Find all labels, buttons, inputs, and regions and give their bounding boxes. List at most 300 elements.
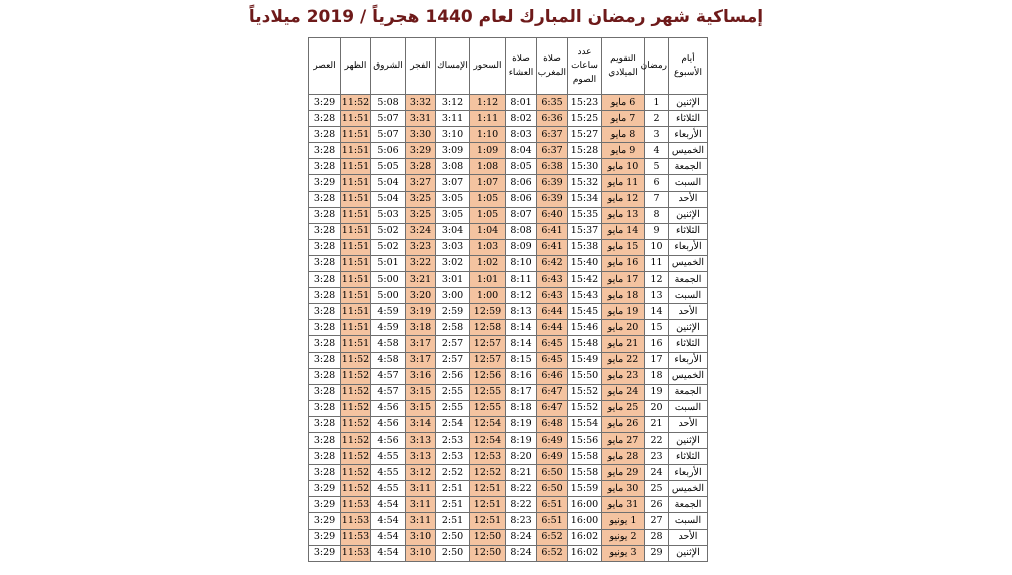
cell-gregorian-date: 30 مايو: [602, 481, 645, 497]
cell-imsak: 3:03: [436, 239, 470, 255]
cell-fasting-hours: 15:42: [568, 272, 602, 288]
cell-ramadan: 3: [645, 127, 669, 143]
cell-asr: 3:28: [309, 352, 341, 368]
cell-dhuhr: 11:51: [341, 336, 371, 352]
cell-shurooq: 4:55: [371, 449, 406, 465]
table-row: [309, 272, 708, 288]
cell-isha: 8:16: [506, 368, 537, 384]
cell-dhuhr: 11:51: [341, 239, 371, 255]
cell-day: الثلاثاء: [669, 111, 708, 127]
table-row: [309, 304, 708, 320]
table-row: [309, 352, 708, 368]
cell-fasting-hours: 15:54: [568, 416, 602, 432]
cell-fasting-hours: 15:23: [568, 95, 602, 111]
cell-asr: 3:28: [309, 368, 341, 384]
cell-imsak: 2:55: [436, 400, 470, 416]
cell-fajr: 3:10: [406, 529, 436, 545]
cell-imsak: 2:58: [436, 320, 470, 336]
header-row: [309, 38, 708, 95]
cell-fajr: 3:15: [406, 384, 436, 400]
table-row: [309, 497, 708, 513]
cell-asr: 3:28: [309, 239, 341, 255]
cell-isha: 8:11: [506, 272, 537, 288]
cell-day: الخميس: [669, 255, 708, 271]
cell-fasting-hours: 16:02: [568, 529, 602, 545]
cell-isha: 8:02: [506, 111, 537, 127]
cell-shurooq: 4:57: [371, 384, 406, 400]
cell-maghrib: 6:51: [537, 513, 568, 529]
cell-day: السبت: [669, 288, 708, 304]
cell-dhuhr: 11:51: [341, 272, 371, 288]
cell-asr: 3:28: [309, 159, 341, 175]
cell-maghrib: 6:38: [537, 159, 568, 175]
cell-dhuhr: 11:51: [341, 320, 371, 336]
cell-asr: 3:28: [309, 449, 341, 465]
table-row: [309, 239, 708, 255]
cell-maghrib: 6:40: [537, 207, 568, 223]
cell-ramadan: 23: [645, 449, 669, 465]
cell-asr: 3:28: [309, 272, 341, 288]
cell-asr: 3:29: [309, 175, 341, 191]
cell-suhoor: 1:07: [470, 175, 506, 191]
cell-ramadan: 4: [645, 143, 669, 159]
cell-maghrib: 6:44: [537, 304, 568, 320]
header-suhoor: السحور: [470, 38, 506, 95]
cell-imsak: 2:59: [436, 304, 470, 320]
cell-day: الإثنين: [669, 432, 708, 448]
table-row: [309, 336, 708, 352]
cell-fajr: 3:11: [406, 497, 436, 513]
header-dhuhr: الظهر: [341, 38, 371, 95]
cell-dhuhr: 11:53: [341, 513, 371, 529]
cell-dhuhr: 11:51: [341, 304, 371, 320]
cell-day: الجمعة: [669, 272, 708, 288]
cell-fasting-hours: 15:45: [568, 304, 602, 320]
cell-dhuhr: 11:51: [341, 288, 371, 304]
cell-dhuhr: 11:52: [341, 95, 371, 111]
cell-dhuhr: 11:51: [341, 127, 371, 143]
cell-day: السبت: [669, 400, 708, 416]
cell-fajr: 3:29: [406, 143, 436, 159]
cell-maghrib: 6:44: [537, 320, 568, 336]
cell-day: السبت: [669, 175, 708, 191]
cell-fajr: 3:22: [406, 255, 436, 271]
cell-day: الإثنين: [669, 545, 708, 561]
cell-ramadan: 19: [645, 384, 669, 400]
cell-ramadan: 7: [645, 191, 669, 207]
page-title: إمساكية شهر رمضان المبارك لعام 1440 هجرياً / 2019 ميلادياً: [248, 7, 764, 27]
cell-asr: 3:28: [309, 400, 341, 416]
cell-dhuhr: 11:52: [341, 465, 371, 481]
cell-fajr: 3:24: [406, 223, 436, 239]
cell-imsak: 2:56: [436, 368, 470, 384]
cell-day: الإثنين: [669, 207, 708, 223]
table-row: [309, 400, 708, 416]
cell-imsak: 2:54: [436, 416, 470, 432]
imsakia-table: [308, 37, 708, 562]
cell-maghrib: 6:46: [537, 368, 568, 384]
header-isha: صلاة العشاء: [506, 38, 537, 95]
cell-gregorian-date: 28 مايو: [602, 449, 645, 465]
cell-fajr: 3:20: [406, 288, 436, 304]
cell-asr: 3:28: [309, 304, 341, 320]
cell-asr: 3:29: [309, 513, 341, 529]
table-row: [309, 481, 708, 497]
cell-suhoor: 12:50: [470, 545, 506, 561]
cell-imsak: 3:10: [436, 127, 470, 143]
cell-imsak: 2:52: [436, 465, 470, 481]
cell-fajr: 3:16: [406, 368, 436, 384]
cell-imsak: 2:53: [436, 432, 470, 448]
cell-fasting-hours: 15:34: [568, 191, 602, 207]
cell-imsak: 2:50: [436, 529, 470, 545]
cell-asr: 3:28: [309, 336, 341, 352]
cell-shurooq: 4:58: [371, 336, 406, 352]
cell-fajr: 3:19: [406, 304, 436, 320]
table-row: [309, 111, 708, 127]
cell-day: الأحد: [669, 529, 708, 545]
cell-maghrib: 6:41: [537, 223, 568, 239]
cell-shurooq: 4:59: [371, 304, 406, 320]
cell-gregorian-date: 26 مايو: [602, 416, 645, 432]
cell-fajr: 3:27: [406, 175, 436, 191]
cell-day: الخميس: [669, 368, 708, 384]
cell-fasting-hours: 15:58: [568, 449, 602, 465]
cell-gregorian-date: 2 يونيو: [602, 529, 645, 545]
cell-suhoor: 1:11: [470, 111, 506, 127]
cell-maghrib: 6:45: [537, 336, 568, 352]
cell-shurooq: 5:00: [371, 272, 406, 288]
cell-imsak: 2:50: [436, 545, 470, 561]
cell-fasting-hours: 15:32: [568, 175, 602, 191]
cell-shurooq: 4:54: [371, 529, 406, 545]
cell-ramadan: 10: [645, 239, 669, 255]
cell-fasting-hours: 15:46: [568, 320, 602, 336]
cell-fasting-hours: 15:37: [568, 223, 602, 239]
cell-gregorian-date: 27 مايو: [602, 432, 645, 448]
cell-isha: 8:14: [506, 336, 537, 352]
cell-dhuhr: 11:52: [341, 352, 371, 368]
cell-maghrib: 6:45: [537, 352, 568, 368]
cell-fajr: 3:12: [406, 465, 436, 481]
cell-maghrib: 6:42: [537, 255, 568, 271]
table-row: [309, 529, 708, 545]
cell-maghrib: 6:37: [537, 127, 568, 143]
cell-asr: 3:28: [309, 223, 341, 239]
cell-ramadan: 8: [645, 207, 669, 223]
table-row: [309, 368, 708, 384]
table-row: [309, 207, 708, 223]
cell-isha: 8:24: [506, 529, 537, 545]
cell-shurooq: 4:56: [371, 432, 406, 448]
cell-dhuhr: 11:51: [341, 223, 371, 239]
cell-imsak: 2:51: [436, 513, 470, 529]
cell-imsak: 2:57: [436, 352, 470, 368]
cell-fajr: 3:17: [406, 352, 436, 368]
cell-maghrib: 6:48: [537, 416, 568, 432]
cell-gregorian-date: 16 مايو: [602, 255, 645, 271]
cell-suhoor: 12:57: [470, 336, 506, 352]
cell-asr: 3:28: [309, 416, 341, 432]
cell-maghrib: 6:51: [537, 497, 568, 513]
cell-gregorian-date: 29 مايو: [602, 465, 645, 481]
cell-suhoor: 1:09: [470, 143, 506, 159]
cell-isha: 8:13: [506, 304, 537, 320]
cell-suhoor: 12:50: [470, 529, 506, 545]
cell-suhoor: 12:56: [470, 368, 506, 384]
cell-fajr: 3:18: [406, 320, 436, 336]
cell-asr: 3:29: [309, 545, 341, 561]
cell-dhuhr: 11:51: [341, 191, 371, 207]
cell-shurooq: 4:54: [371, 545, 406, 561]
cell-fajr: 3:14: [406, 416, 436, 432]
cell-ramadan: 21: [645, 416, 669, 432]
cell-ramadan: 9: [645, 223, 669, 239]
cell-day: الأربعاء: [669, 352, 708, 368]
cell-isha: 8:14: [506, 320, 537, 336]
cell-isha: 8:10: [506, 255, 537, 271]
cell-shurooq: 4:57: [371, 368, 406, 384]
cell-suhoor: 1:12: [470, 95, 506, 111]
table-row: [309, 159, 708, 175]
cell-gregorian-date: 9 مايو: [602, 143, 645, 159]
cell-ramadan: 24: [645, 465, 669, 481]
table-row: [309, 465, 708, 481]
cell-fasting-hours: 15:50: [568, 368, 602, 384]
table-row: [309, 288, 708, 304]
cell-ramadan: 20: [645, 400, 669, 416]
cell-asr: 3:28: [309, 384, 341, 400]
cell-imsak: 3:09: [436, 143, 470, 159]
cell-imsak: 3:11: [436, 111, 470, 127]
cell-gregorian-date: 15 مايو: [602, 239, 645, 255]
cell-shurooq: 4:59: [371, 320, 406, 336]
cell-ramadan: 2: [645, 111, 669, 127]
cell-maghrib: 6:52: [537, 529, 568, 545]
cell-isha: 8:07: [506, 207, 537, 223]
cell-imsak: 3:12: [436, 95, 470, 111]
cell-suhoor: 12:58: [470, 320, 506, 336]
cell-suhoor: 1:00: [470, 288, 506, 304]
cell-day: الأربعاء: [669, 127, 708, 143]
cell-fajr: 3:15: [406, 400, 436, 416]
cell-ramadan: 13: [645, 288, 669, 304]
cell-dhuhr: 11:52: [341, 416, 371, 432]
cell-isha: 8:06: [506, 175, 537, 191]
cell-isha: 8:09: [506, 239, 537, 255]
cell-gregorian-date: 10 مايو: [602, 159, 645, 175]
cell-imsak: 2:53: [436, 449, 470, 465]
cell-asr: 3:28: [309, 191, 341, 207]
cell-imsak: 2:51: [436, 481, 470, 497]
cell-fasting-hours: 15:35: [568, 207, 602, 223]
cell-maghrib: 6:39: [537, 175, 568, 191]
cell-shurooq: 5:02: [371, 239, 406, 255]
cell-maghrib: 6:52: [537, 545, 568, 561]
cell-asr: 3:28: [309, 127, 341, 143]
table-row: [309, 223, 708, 239]
cell-fasting-hours: 15:25: [568, 111, 602, 127]
cell-fajr: 3:11: [406, 481, 436, 497]
cell-asr: 3:28: [309, 207, 341, 223]
cell-isha: 8:12: [506, 288, 537, 304]
cell-suhoor: 1:05: [470, 207, 506, 223]
cell-suhoor: 12:54: [470, 432, 506, 448]
cell-maghrib: 6:43: [537, 272, 568, 288]
cell-imsak: 3:04: [436, 223, 470, 239]
cell-shurooq: 5:04: [371, 175, 406, 191]
cell-gregorian-date: 24 مايو: [602, 384, 645, 400]
header-shurooq: الشروق: [371, 38, 406, 95]
cell-fajr: 3:17: [406, 336, 436, 352]
cell-gregorian-date: 13 مايو: [602, 207, 645, 223]
cell-imsak: 3:05: [436, 207, 470, 223]
cell-fajr: 3:32: [406, 95, 436, 111]
cell-asr: 3:29: [309, 529, 341, 545]
cell-gregorian-date: 14 مايو: [602, 223, 645, 239]
cell-dhuhr: 11:52: [341, 368, 371, 384]
cell-ramadan: 29: [645, 545, 669, 561]
cell-maghrib: 6:41: [537, 239, 568, 255]
header-fajr: الفجر: [406, 38, 436, 95]
cell-dhuhr: 11:51: [341, 143, 371, 159]
cell-day: الإثنين: [669, 95, 708, 111]
cell-shurooq: 5:08: [371, 95, 406, 111]
cell-day: الثلاثاء: [669, 449, 708, 465]
table-row: [309, 384, 708, 400]
cell-shurooq: 5:06: [371, 143, 406, 159]
cell-dhuhr: 11:51: [341, 175, 371, 191]
cell-shurooq: 4:55: [371, 481, 406, 497]
cell-suhoor: 12:51: [470, 497, 506, 513]
table-row: [309, 320, 708, 336]
cell-imsak: 3:01: [436, 272, 470, 288]
cell-suhoor: 12:59: [470, 304, 506, 320]
header-day: أيام الأسبوع: [669, 38, 708, 95]
cell-dhuhr: 11:53: [341, 529, 371, 545]
cell-isha: 8:23: [506, 513, 537, 529]
cell-shurooq: 4:54: [371, 497, 406, 513]
cell-maghrib: 6:39: [537, 191, 568, 207]
cell-gregorian-date: 19 مايو: [602, 304, 645, 320]
cell-asr: 3:28: [309, 111, 341, 127]
cell-dhuhr: 11:51: [341, 159, 371, 175]
header-fasting-hours: عدد ساعات الصوم: [568, 38, 602, 95]
cell-fasting-hours: 15:49: [568, 352, 602, 368]
cell-suhoor: 12:53: [470, 449, 506, 465]
cell-maghrib: 6:49: [537, 432, 568, 448]
table-row: [309, 191, 708, 207]
cell-fasting-hours: 15:52: [568, 400, 602, 416]
cell-day: الأحد: [669, 416, 708, 432]
cell-gregorian-date: 25 مايو: [602, 400, 645, 416]
cell-imsak: 2:55: [436, 384, 470, 400]
cell-imsak: 3:05: [436, 191, 470, 207]
cell-day: السبت: [669, 513, 708, 529]
cell-isha: 8:24: [506, 545, 537, 561]
cell-ramadan: 28: [645, 529, 669, 545]
header-maghrib: صلاة المغرب: [537, 38, 568, 95]
cell-dhuhr: 11:51: [341, 111, 371, 127]
cell-suhoor: 12:54: [470, 416, 506, 432]
cell-day: الثلاثاء: [669, 336, 708, 352]
cell-fasting-hours: 16:02: [568, 545, 602, 561]
cell-isha: 8:08: [506, 223, 537, 239]
cell-fajr: 3:13: [406, 432, 436, 448]
cell-fajr: 3:28: [406, 159, 436, 175]
cell-fajr: 3:10: [406, 545, 436, 561]
cell-maghrib: 6:50: [537, 481, 568, 497]
cell-asr: 3:28: [309, 255, 341, 271]
cell-ramadan: 26: [645, 497, 669, 513]
cell-maghrib: 6:36: [537, 111, 568, 127]
cell-shurooq: 4:56: [371, 400, 406, 416]
cell-isha: 8:06: [506, 191, 537, 207]
cell-fasting-hours: 15:43: [568, 288, 602, 304]
cell-ramadan: 5: [645, 159, 669, 175]
cell-day: الأحد: [669, 191, 708, 207]
cell-suhoor: 1:03: [470, 239, 506, 255]
cell-isha: 8:21: [506, 465, 537, 481]
cell-ramadan: 17: [645, 352, 669, 368]
cell-ramadan: 22: [645, 432, 669, 448]
cell-gregorian-date: 21 مايو: [602, 336, 645, 352]
table-row: [309, 545, 708, 561]
header-ramadan: رمضان: [645, 38, 669, 95]
cell-asr: 3:28: [309, 143, 341, 159]
cell-isha: 8:15: [506, 352, 537, 368]
cell-suhoor: 12:51: [470, 513, 506, 529]
cell-fajr: 3:21: [406, 272, 436, 288]
cell-shurooq: 4:54: [371, 513, 406, 529]
cell-fajr: 3:25: [406, 207, 436, 223]
table-row: [309, 143, 708, 159]
cell-isha: 8:05: [506, 159, 537, 175]
cell-gregorian-date: 7 مايو: [602, 111, 645, 127]
cell-gregorian-date: 22 مايو: [602, 352, 645, 368]
cell-imsak: 2:51: [436, 497, 470, 513]
cell-dhuhr: 11:51: [341, 207, 371, 223]
cell-gregorian-date: 20 مايو: [602, 320, 645, 336]
cell-ramadan: 27: [645, 513, 669, 529]
cell-fasting-hours: 15:30: [568, 159, 602, 175]
cell-maghrib: 6:43: [537, 288, 568, 304]
cell-fajr: 3:13: [406, 449, 436, 465]
cell-dhuhr: 11:52: [341, 432, 371, 448]
cell-suhoor: 1:10: [470, 127, 506, 143]
cell-shurooq: 4:55: [371, 465, 406, 481]
table-row: [309, 95, 708, 111]
cell-dhuhr: 11:52: [341, 384, 371, 400]
cell-shurooq: 5:04: [371, 191, 406, 207]
cell-fasting-hours: 15:58: [568, 465, 602, 481]
cell-isha: 8:18: [506, 400, 537, 416]
cell-suhoor: 1:02: [470, 255, 506, 271]
cell-suhoor: 1:05: [470, 191, 506, 207]
cell-imsak: 3:02: [436, 255, 470, 271]
cell-shurooq: 5:01: [371, 255, 406, 271]
cell-asr: 3:28: [309, 465, 341, 481]
cell-fasting-hours: 15:52: [568, 384, 602, 400]
cell-gregorian-date: 11 مايو: [602, 175, 645, 191]
cell-imsak: 3:07: [436, 175, 470, 191]
cell-day: الجمعة: [669, 497, 708, 513]
cell-fasting-hours: 16:00: [568, 497, 602, 513]
cell-fasting-hours: 15:40: [568, 255, 602, 271]
cell-shurooq: 4:58: [371, 352, 406, 368]
cell-day: الأربعاء: [669, 465, 708, 481]
cell-maghrib: 6:37: [537, 143, 568, 159]
